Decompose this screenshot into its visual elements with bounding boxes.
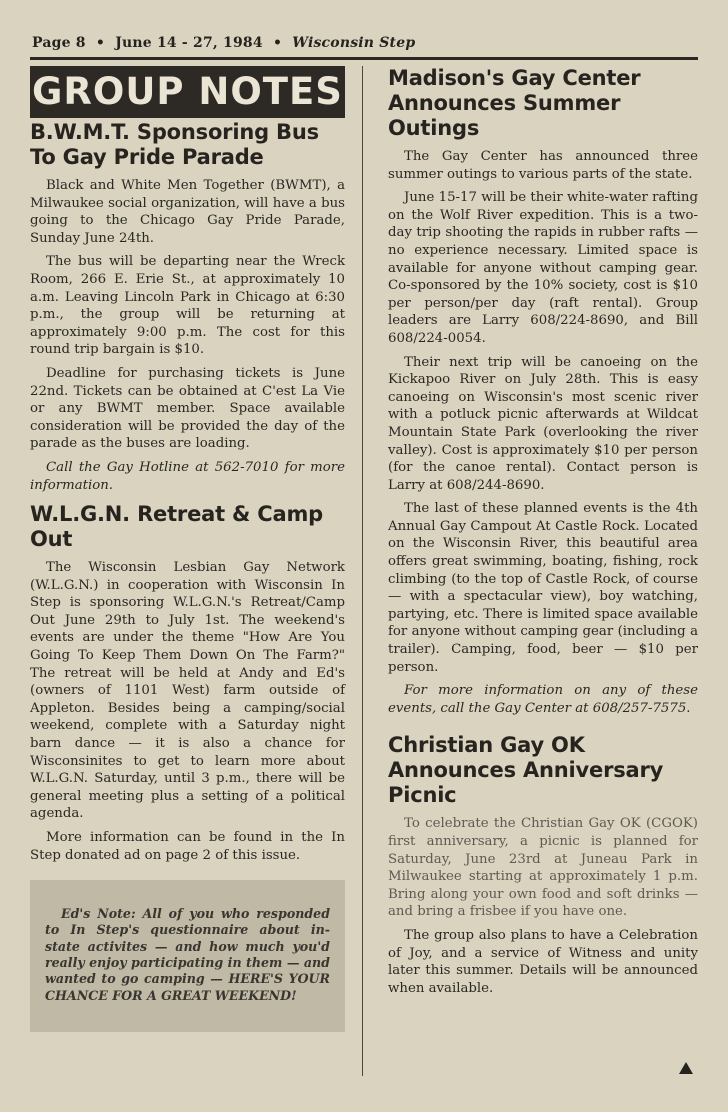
section-banner: GROUP NOTES [30,66,345,118]
headline: Madison's Gay Center Announces Summer Outings [388,66,641,140]
paragraph: The last of these planned events is the 4th Annual Gay Campout At Castle Rock. Located on the Wisconsin River, this beautiful area offers great swimming, boating, fishing, rock climbing (to the top of Castle Rock, of course — with a spectacular view), boy watching, partying, etc. There is limited space available for anyone without camping gear (including a trailer). Camping, food, beer — $10 per person. [388,501,698,675]
editors-note-box [30,880,345,1032]
separator: • [272,35,283,51]
editors-note: Ed's Note: All of you who responded to In Step's questionnaire about in-state activites — and how much you'd really enjoy participating in them — and wanted to go camping — HERE'S YOUR CHANCE FOR A GREAT WEEKEND! [45,906,330,1003]
right-column [388,66,698,1003]
article-cgok [388,733,698,997]
closing-note: Call the Gay Hotline at 562-7010 for more information. [30,459,345,493]
publication-name: Wisconsin Step [292,35,416,51]
paragraph: Black and White Men Together (BWMT), a Milwaukee social organization, will have a bus going to the Chicago Gay Pride Parade, Sunday June 24th. [30,178,345,246]
page-number: Page 8 [32,35,86,51]
article-bwmt [30,120,345,494]
closing-note: For more information on any of these events, call the Gay Center at 608/257-7575. [388,683,698,716]
paragraph: To celebrate the Christian Gay OK (CGOK) first anniversary, a picnic is planned for Saturday, June 23rd at Juneau Park in Milwaukee starting at approximately 1 p.m. Bring along your own food and soft drinks — and bring a frisbee if you have one. [388,816,698,920]
article-wlgn [30,502,345,864]
column-divider [362,66,363,1076]
paragraph: The group also plans to have a Celebration of Joy, and a service of Witness and unity later this summer. Details will be announced when available. [388,927,698,996]
issue-date: June 14 - 27, 1984 [115,35,263,51]
paragraph: Their next trip will be canoeing on the Kickapoo River on July 28th. This is easy canoeing on Wisconsin's most scenic river with a potluck picnic afterwards at Wildcat Mountain State Park (overlooking the river valley). Cost is approximately $10 per person (for the canoe rental). Contact person is Larry at 608/244-8690. [388,354,698,493]
separator: • [95,35,106,51]
paragraph: The Gay Center has announced three summer outings to various parts of the state. [388,149,698,182]
paragraph: June 15-17 will be their white-water rafting on the Wolf River expedition. This is a two-day trip shooting the rapids in rubber rafts — no experience necessary. Limited space is available for anyone without camping gear. Co-sponsored by the 10% society, cost is $10 per person/per day (raft rental). Group leaders are Larry 608/224-8690, and Bill 608/224-0054. [388,190,698,346]
paragraph: Deadline for purchasing tickets is June 22nd. Tickets can be obtained at C'est La Vie or any BWMT member. Space available consideration will be provided the day of the parade as the buses are loading. [30,365,345,452]
end-of-story-triangle-icon [679,1062,693,1074]
header-rule [30,57,698,60]
headline: Christian Gay OK Announces Anniversary Picnic [388,733,664,808]
headline: W.L.G.N. Retreat & Camp Out [30,502,323,552]
article-madison [388,66,698,717]
paragraph: The Wisconsin Lesbian Gay Network (W.L.G.N.) in cooperation with Wisconsin In Step is sponsoring W.L.G.N.'s Retreat/Camp Out June 29th to July 1st. The weekend's events are under the theme "How Are You Going To Keep Them Down On The Farm?" The retreat will be held at Andy and Ed's (owners of 1101 West) farm outside of Appleton. Besides being a camping/social weekend, complete with a Saturday night barn dance — it is also a chance for Wisconsinites to get to learn more about W.L.G.N. Saturday, until 3 p.m., there will be general meeting plus a setting of a political agenda. [30,560,345,822]
paragraph: The bus will be departing near the Wreck Room, 266 E. Erie St., at approximately 10 a.m. Leaving Lincoln Park in Chicago at 6:30 p.m., the group will be returning at approximately 9:00 p.m. The cost for this round trip bargain is $10. [30,254,345,358]
headline: B.W.M.T. Sponsoring Bus To Gay Pride Parade [30,120,319,169]
running-head [32,35,702,51]
paragraph: More information can be found in the In Step donated ad on page 2 of this issue. [30,830,345,863]
left-column [30,66,345,1032]
